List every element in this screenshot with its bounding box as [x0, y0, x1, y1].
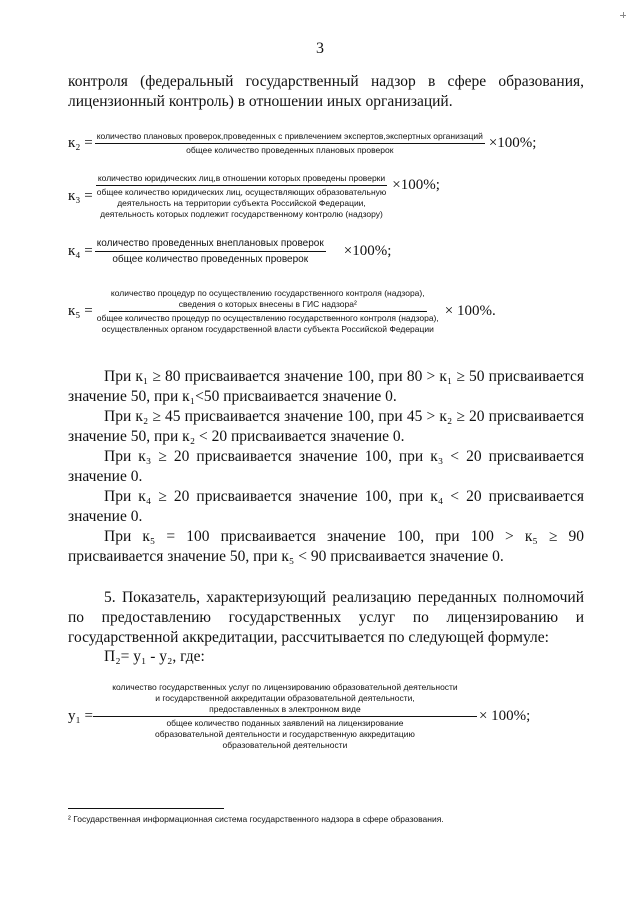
formula-k3-lhs: к₃ = [68, 188, 93, 204]
section-5-paragraph: 5. Показатель, характеризующий реализацию переданных полномочий по предоставлению государственных услуг по лицензированию и государственной аккредитации, рассчитывается по следующей формуле: [68, 589, 584, 646]
formula-k2-multiplier: ×100%; [488, 135, 537, 151]
formula-k5-numerator-line: количество процедур по осуществлению государственного контроля (надзора), [110, 288, 425, 298]
footnote-divider [68, 808, 224, 809]
formula-k3-denominator [95, 186, 389, 220]
rule-k5: При к₅ = 100 присваивается значение 100, при 100 > к₅ ≥ 90 присваивается значение 50, при к₅ < 90 присваивается значение 0. [68, 528, 584, 565]
formula-k2-lhs: к₂ = [68, 135, 93, 151]
formula-k3-denominator-line: деятельность на территории субъекта Российской Федерации, [117, 198, 366, 208]
page-number: 3 [316, 40, 324, 57]
formula-y1-multiplier: × 100%; [478, 708, 531, 724]
formula-k5-denominator [95, 312, 441, 335]
footnote: ² Государственная информационная система государственного надзора в сфере образования. [68, 814, 444, 824]
formula-k4-fraction [95, 237, 326, 266]
p2-formula: П₂= у₁ - у₂, где: [104, 648, 205, 665]
formula-k3-numerator: количество юридических лиц,в отношении которых проведены проверки [96, 173, 387, 186]
formula-k5-lhs: к₅ = [68, 303, 93, 319]
formula-k5-numerator-line: сведения о которых внесены в ГИС надзора² [178, 299, 357, 309]
rule-k1: При к₁ ≥ 80 присваивается значение 100, при 80 > к₁ ≥ 50 присваивается значение 50, при к₁<50 присваивается значение 0. [68, 368, 584, 405]
formula-k3-denominator-line: общее количество юридических лиц, осуществляющих образовательную [96, 187, 387, 197]
formula-y1 [68, 682, 530, 751]
formula-y1-numerator-line: и государственной аккредитации образовательной деятельности, [155, 693, 415, 703]
formula-k2-numerator: количество плановых проверок,проведенных с привлечением экспертов,экспертных организаций [95, 131, 485, 144]
formula-k5-denominator-line: общее количество процедур по осуществлению государственного контроля (надзора), [96, 313, 439, 323]
formula-k4-denominator: общее количество проведенных проверок [112, 254, 309, 265]
formula-y1-denominator-line: образовательной деятельности и государственную аккредитацию [155, 729, 415, 739]
formula-k4-numerator: количество проведенных внеплановых проверок [95, 237, 326, 252]
formula-k2 [68, 131, 536, 156]
formula-y1-numerator-line: количество государственных услуг по лицензированию образовательной деятельности [112, 682, 458, 692]
formula-y1-denominator-line: образовательной деятельности [222, 740, 348, 750]
formula-k5-multiplier: × 100%. [444, 303, 496, 319]
formula-y1-lhs: у₁ = [68, 708, 93, 724]
formula-k3 [68, 173, 440, 220]
formula-y1-denominator [153, 717, 417, 751]
formula-k3-multiplier: ×100%; [392, 177, 440, 193]
corner-mark-icon [620, 12, 626, 18]
formula-k3-fraction [95, 173, 389, 220]
formula-y1-numerator-line: предоставленных в электронном виде [209, 704, 361, 714]
formula-k2-fraction [95, 131, 485, 156]
formula-y1-numerator [93, 682, 477, 717]
formula-k4-lhs: к₄ = [68, 243, 93, 259]
formula-k3-denominator-line: деятельность которых подлежит государственному контролю (надзору) [100, 209, 383, 219]
formula-k2-denominator: общее количество проведенных плановых проверок [186, 145, 394, 155]
formula-k4-multiplier: ×100%; [343, 243, 392, 259]
formula-y1-fraction [95, 682, 475, 751]
formula-k5-numerator [109, 288, 427, 312]
formula-k5 [68, 288, 496, 335]
rule-k2: При к₂ ≥ 45 присваивается значение 100, при 45 > к₂ ≥ 20 присваивается значение 50, при к₂ < 20 присваивается значение 0. [68, 408, 584, 445]
formula-k5-fraction [95, 288, 441, 335]
rule-k4: При к₄ ≥ 20 присваивается значение 100, при к₄ < 20 присваивается значение 0. [68, 488, 584, 525]
formula-k4 [68, 237, 391, 266]
rule-k3: При к₃ ≥ 20 присваивается значение 100, при к₃ < 20 присваивается значение 0. [68, 448, 584, 485]
formula-y1-denominator-line: общее количество поданных заявлений на лицензирование [166, 718, 404, 728]
formula-k5-denominator-line: осуществленных органом государственной власти субъекта Российской Федерации [101, 324, 434, 334]
intro-paragraph: контроля (федеральный государственный надзор в сфере образования, лицензионный контроль) в отношении иных организаций. [68, 73, 584, 110]
